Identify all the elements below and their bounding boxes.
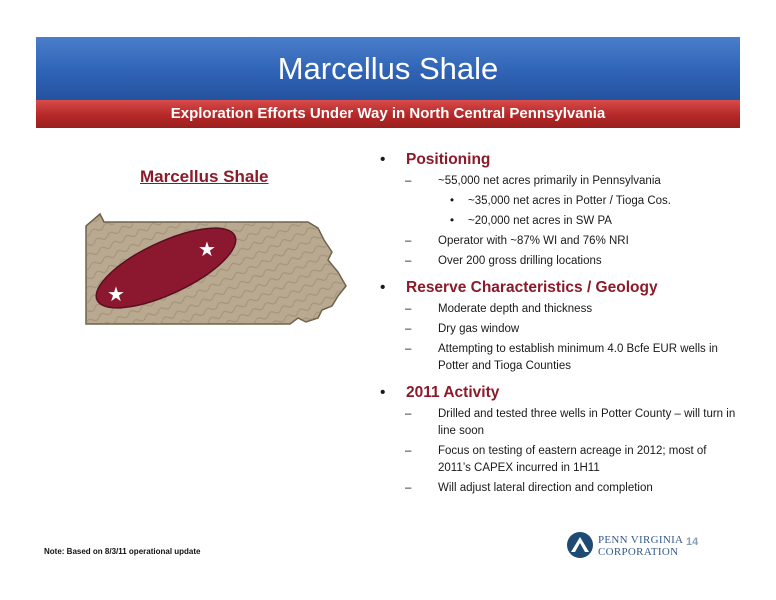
slide-title: Marcellus Shale [277, 51, 499, 86]
bullet-item-text: Dry gas window [438, 323, 520, 335]
bullet-heading [378, 383, 738, 403]
page-number: 14 [686, 536, 699, 548]
bullet-heading-label: Positioning [406, 151, 491, 168]
star-icon: ★ [107, 284, 125, 306]
bullet-item [378, 233, 738, 250]
star-icon: ★ [198, 239, 216, 261]
dash-icon: – [405, 255, 412, 267]
bullet-heading [378, 150, 738, 170]
bullet-dot-icon: • [450, 215, 455, 227]
bullet-item [378, 253, 738, 270]
bullet-item [378, 443, 738, 477]
pennsylvania-map [80, 210, 350, 332]
subtitle-bar: Exploration Efforts Under Way in North Central Pennsylvania [36, 100, 740, 128]
bullet-dot-icon: • [380, 151, 386, 168]
bullet-heading [378, 278, 738, 298]
company-logo-icon [566, 531, 594, 559]
bullet-item-text: Will adjust lateral direction and completion [438, 482, 653, 494]
company-logo-text [598, 534, 683, 558]
bullet-item [378, 321, 738, 338]
bullet-subitem-text: ~20,000 net acres in SW PA [468, 215, 612, 227]
bullet-item [378, 301, 738, 318]
bullet-heading-label: Reserve Characteristics / Geology [406, 279, 658, 296]
bullet-item [378, 406, 738, 440]
bullet-item-text: Operator with ~87% WI and 76% NRI [438, 235, 629, 247]
bullet-dot-icon: • [450, 195, 455, 207]
bullet-item [378, 341, 738, 375]
logo-line-2: CORPORATION [598, 546, 679, 558]
bullet-dot-icon: • [380, 384, 386, 401]
bullet-item-text: Drilled and tested three wells in Potter County – will turn in line soon [438, 408, 736, 437]
dash-icon: – [405, 175, 412, 187]
bullet-subitem [378, 213, 738, 230]
footnote: Note: Based on 8/3/11 operational update [44, 547, 201, 556]
bullet-item-text: Moderate depth and thickness [438, 303, 593, 315]
bullet-dot-icon: • [380, 279, 386, 296]
map-heading: Marcellus Shale [140, 167, 269, 186]
dash-icon: – [405, 445, 412, 457]
logo-line-1: PENN VIRGINIA [598, 534, 684, 546]
bullet-item-text: Focus on testing of eastern acreage in 2012; most of 2011’s CAPEX incurred in 1H11 [438, 445, 707, 474]
bullet-item-text: Over 200 gross drilling locations [438, 255, 602, 267]
bullet-item-text: Attempting to establish minimum 4.0 Bcfe EUR wells in Potter and Tioga Counties [438, 343, 718, 372]
dash-icon: – [405, 303, 412, 315]
title-bar [36, 37, 740, 100]
dash-icon: – [405, 323, 412, 335]
dash-icon: – [405, 482, 412, 494]
bullet-item [378, 173, 738, 190]
dash-icon: – [405, 408, 412, 420]
bullet-item [378, 480, 738, 497]
bullet-item-text: ~55,000 net acres primarily in Pennsylvania [438, 175, 661, 187]
bullet-subitem-text: ~35,000 net acres in Potter / Tioga Cos. [468, 195, 671, 207]
dash-icon: – [405, 343, 412, 355]
bullet-subitem [378, 193, 738, 210]
dash-icon: – [405, 235, 412, 247]
bullet-heading-label: 2011 Activity [406, 384, 500, 401]
bullet-content [378, 150, 738, 497]
